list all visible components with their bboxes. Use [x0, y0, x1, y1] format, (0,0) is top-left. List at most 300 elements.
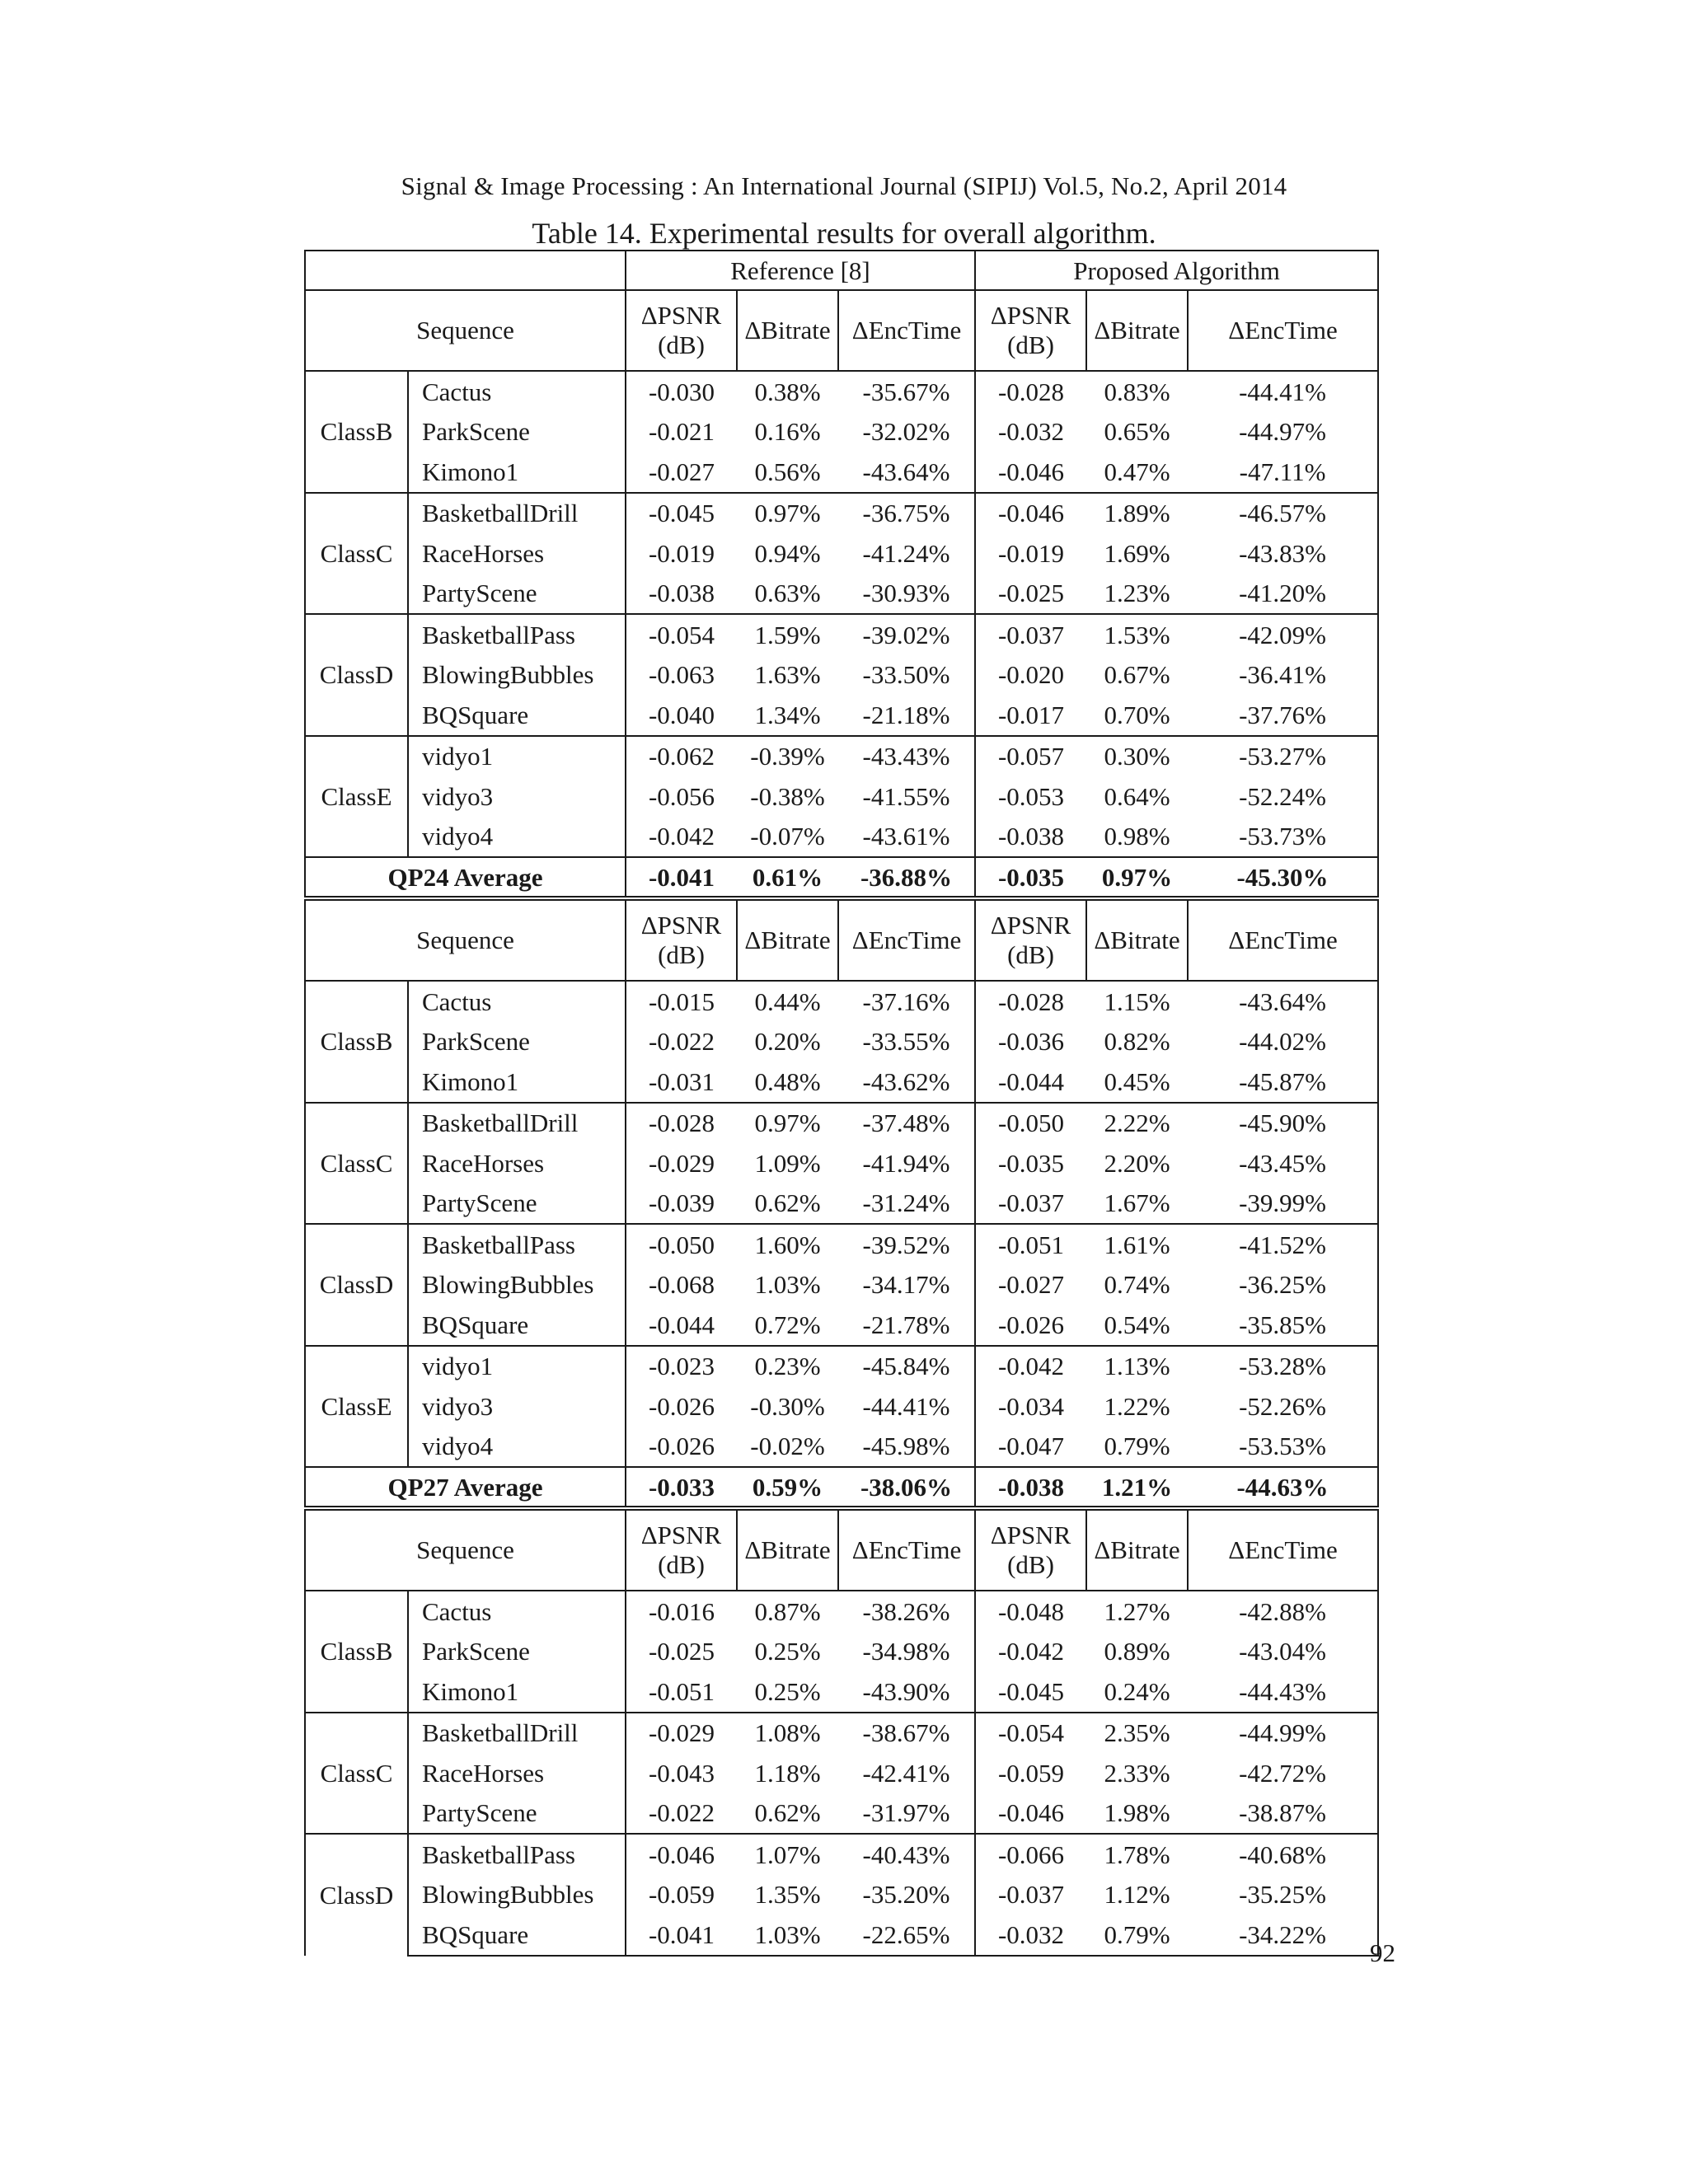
class-label: ClassC [305, 1713, 408, 1835]
average-ref-bitrate-cell: 0.59% [737, 1467, 838, 1508]
ref-psnr-cell: -0.040 [626, 695, 737, 736]
sequence-header: Sequence [305, 290, 626, 371]
prop-psnr-cell: -0.025 [975, 574, 1086, 615]
prop-bitrate-cell: 0.70% [1104, 700, 1170, 729]
ref-bitrate-cell: 1.34% [754, 700, 821, 729]
ref-enctime-cell: -21.78% [838, 1305, 975, 1346]
sequence-name: vidyo3 [408, 776, 626, 817]
reference-enctime-header: ΔEncTime [838, 290, 975, 371]
psnr-header-line2: (dB) [1007, 940, 1054, 969]
ref-bitrate-cell: -0.38% [750, 781, 825, 811]
prop-enctime-cell: -34.22% [1188, 1915, 1378, 1956]
prop-psnr-cell: -0.066 [975, 1834, 1086, 1875]
ref-bitrate-cell: 0.25% [754, 1637, 821, 1666]
table-row [305, 655, 1378, 696]
ref-psnr-cell: -0.022 [626, 1793, 737, 1835]
prop-psnr-cell: -0.046 [975, 452, 1086, 493]
table-row [305, 1305, 1378, 1346]
table-row [305, 493, 1378, 534]
sequence-name: Cactus [408, 1591, 626, 1632]
class-label: ClassC [305, 1103, 408, 1225]
proposed-bitrate-header: ΔBitrate [1086, 898, 1188, 981]
results-table [304, 250, 1379, 1957]
prop-psnr-cell: -0.046 [975, 493, 1086, 534]
column-header-row [305, 1508, 1378, 1591]
prop-enctime-cell: -43.04% [1188, 1632, 1378, 1672]
reference-psnr-header [626, 1508, 737, 1591]
ref-enctime-cell: -41.94% [838, 1143, 975, 1183]
ref-enctime-cell: -22.65% [838, 1915, 975, 1956]
psnr-header-line2: (dB) [658, 1550, 705, 1579]
sequence-name: PartyScene [408, 574, 626, 615]
sequence-name: Cactus [408, 371, 626, 412]
ref-enctime-cell: -31.97% [838, 1793, 975, 1835]
prop-bitrate-cell: 0.24% [1104, 1676, 1170, 1706]
proposed-psnr-header [975, 898, 1086, 981]
prop-enctime-cell: -38.87% [1188, 1793, 1378, 1835]
ref-bitrate-cell: 1.03% [754, 1270, 821, 1300]
reference-psnr-header [626, 898, 737, 981]
sequence-name: vidyo1 [408, 1346, 626, 1387]
sequence-name: vidyo4 [408, 817, 626, 858]
prop-bitrate-cell: 2.35% [1086, 1713, 1188, 1754]
prop-enctime-cell: -42.72% [1188, 1753, 1378, 1793]
table-row [305, 412, 1378, 452]
ref-enctime-cell: -34.98% [838, 1632, 975, 1672]
ref-enctime-cell: -45.84% [838, 1346, 975, 1387]
ref-bitrate-cell: -0.39% [737, 736, 838, 777]
ref-enctime-cell: -40.43% [838, 1834, 975, 1875]
ref-psnr-cell: -0.023 [626, 1346, 737, 1387]
prop-bitrate-cell: 0.54% [1104, 1310, 1170, 1339]
ref-psnr-cell: -0.030 [626, 371, 737, 412]
reference-bitrate-header: ΔBitrate [737, 1508, 838, 1591]
ref-bitrate-cell: 1.18% [754, 1758, 821, 1788]
psnr-header-line1: ΔPSNR [990, 911, 1071, 940]
ref-enctime-cell: -39.02% [838, 614, 975, 655]
prop-psnr-cell: -0.036 [975, 1022, 1086, 1062]
prop-enctime-cell: -45.87% [1188, 1062, 1378, 1103]
ref-psnr-cell: -0.038 [626, 574, 737, 615]
sequence-name: RaceHorses [408, 1143, 626, 1183]
ref-psnr-cell: -0.025 [626, 1632, 737, 1672]
ref-bitrate-cell: 0.62% [754, 1188, 821, 1218]
prop-psnr-cell: -0.057 [975, 736, 1086, 777]
prop-enctime-cell: -53.53% [1188, 1427, 1378, 1468]
psnr-header-line2: (dB) [1007, 1550, 1054, 1579]
prop-enctime-cell: -43.64% [1188, 981, 1378, 1022]
sequence-name: BasketballPass [408, 1224, 626, 1265]
ref-enctime-cell: -43.43% [838, 736, 975, 777]
ref-psnr-cell: -0.021 [626, 412, 737, 452]
prop-bitrate-cell: 1.13% [1086, 1346, 1188, 1387]
prop-enctime-cell: -37.76% [1188, 695, 1378, 736]
sequence-name: BasketballDrill [408, 1713, 626, 1754]
table-row [305, 981, 1378, 1022]
ref-psnr-cell: -0.016 [626, 1591, 737, 1632]
sequence-name: PartyScene [408, 1793, 626, 1835]
ref-psnr-cell: -0.046 [626, 1834, 737, 1875]
proposed-bitrate-header: ΔBitrate [1086, 1508, 1188, 1591]
sequence-name: RaceHorses [408, 1753, 626, 1793]
prop-bitrate-cell: 0.79% [1104, 1432, 1170, 1461]
prop-bitrate-cell: 0.89% [1104, 1637, 1170, 1666]
prop-psnr-cell: -0.026 [975, 1305, 1086, 1346]
table-row [305, 533, 1378, 574]
ref-psnr-cell: -0.043 [626, 1753, 737, 1793]
prop-enctime-cell: -44.41% [1188, 371, 1378, 412]
ref-bitrate-cell: 0.94% [754, 538, 821, 568]
ref-bitrate-cell: 0.87% [754, 1596, 821, 1626]
ref-enctime-cell: -33.55% [838, 1022, 975, 1062]
table-row [305, 1386, 1378, 1427]
prop-bitrate-cell: 1.61% [1086, 1224, 1188, 1265]
prop-psnr-cell: -0.037 [975, 1875, 1086, 1915]
class-label: ClassB [305, 981, 408, 1103]
table-row [305, 1834, 1378, 1875]
ref-enctime-cell: -43.62% [838, 1062, 975, 1103]
prop-bitrate-cell: 1.15% [1104, 987, 1170, 1016]
prop-enctime-cell: -47.11% [1188, 452, 1378, 493]
ref-enctime-cell: -35.67% [838, 371, 975, 412]
prop-psnr-cell: -0.046 [975, 1793, 1086, 1835]
table-row [305, 1713, 1378, 1754]
average-prop-bitrate-cell: 0.97% [1086, 857, 1188, 898]
average-ref-enctime-cell: -36.88% [838, 857, 975, 898]
table-row [305, 1875, 1378, 1915]
ref-bitrate-cell: 0.48% [754, 1066, 821, 1096]
ref-enctime-cell: -31.24% [838, 1183, 975, 1225]
proposed-enctime-header: ΔEncTime [1188, 290, 1378, 371]
prop-enctime-cell: -41.20% [1188, 574, 1378, 615]
ref-enctime-cell: -41.24% [838, 533, 975, 574]
ref-psnr-cell: -0.068 [626, 1265, 737, 1305]
sequence-header: Sequence [305, 898, 626, 981]
prop-psnr-cell: -0.042 [975, 1346, 1086, 1387]
prop-psnr-cell: -0.032 [975, 1915, 1086, 1956]
table-row [305, 695, 1378, 736]
table-row [305, 452, 1378, 493]
prop-enctime-cell: -35.85% [1188, 1305, 1378, 1346]
ref-enctime-cell: -33.50% [838, 655, 975, 696]
sequence-name: BasketballPass [408, 1834, 626, 1875]
prop-psnr-cell: -0.045 [975, 1671, 1086, 1713]
table-row [305, 1793, 1378, 1835]
ref-bitrate-cell: 0.97% [737, 493, 838, 534]
ref-bitrate-cell: 1.63% [754, 660, 821, 690]
prop-psnr-cell: -0.020 [975, 655, 1086, 696]
ref-psnr-cell: -0.059 [626, 1875, 737, 1915]
table-row [305, 1427, 1378, 1468]
class-label: ClassB [305, 1591, 408, 1713]
average-prop-psnr-cell: -0.038 [975, 1467, 1086, 1508]
prop-bitrate-cell: 1.98% [1104, 1798, 1170, 1828]
table-row [305, 1671, 1378, 1713]
ref-psnr-cell: -0.056 [626, 776, 737, 817]
ref-bitrate-cell: -0.07% [750, 822, 825, 851]
prop-psnr-cell: -0.059 [975, 1753, 1086, 1793]
average-label: QP24 Average [305, 857, 626, 898]
group-header-row [305, 251, 1378, 290]
prop-bitrate-cell: 1.78% [1086, 1834, 1188, 1875]
table-row [305, 614, 1378, 655]
table-row [305, 1632, 1378, 1672]
ref-psnr-cell: -0.042 [626, 817, 737, 858]
sequence-name: vidyo3 [408, 1386, 626, 1427]
table-row [305, 371, 1378, 412]
average-row [305, 1467, 1378, 1508]
prop-enctime-cell: -44.99% [1188, 1713, 1378, 1754]
prop-bitrate-cell: 1.69% [1104, 538, 1170, 568]
prop-enctime-cell: -39.99% [1188, 1183, 1378, 1225]
ref-bitrate-cell: 0.25% [754, 1676, 821, 1706]
ref-psnr-cell: -0.029 [626, 1143, 737, 1183]
ref-psnr-cell: -0.051 [626, 1671, 737, 1713]
ref-bitrate-cell: -0.30% [750, 1391, 825, 1421]
prop-enctime-cell: -53.28% [1188, 1346, 1378, 1387]
ref-enctime-cell: -43.61% [838, 817, 975, 858]
reference-group-header: Reference [8] [626, 251, 975, 290]
sequence-name: BlowingBubbles [408, 1265, 626, 1305]
ref-enctime-cell: -38.67% [838, 1713, 975, 1754]
prop-enctime-cell: -52.24% [1188, 776, 1378, 817]
prop-psnr-cell: -0.017 [975, 695, 1086, 736]
blank-corner-cell [305, 251, 626, 290]
ref-psnr-cell: -0.022 [626, 1022, 737, 1062]
table-row [305, 1753, 1378, 1793]
proposed-psnr-header [975, 290, 1086, 371]
ref-bitrate-cell: 1.59% [737, 614, 838, 655]
prop-psnr-cell: -0.050 [975, 1103, 1086, 1144]
ref-enctime-cell: -38.26% [838, 1591, 975, 1632]
prop-enctime-cell: -53.73% [1188, 817, 1378, 858]
prop-bitrate-cell: 0.74% [1104, 1270, 1170, 1300]
prop-enctime-cell: -41.52% [1188, 1224, 1378, 1265]
prop-psnr-cell: -0.028 [975, 981, 1086, 1022]
prop-bitrate-cell: 0.82% [1104, 1027, 1170, 1057]
prop-bitrate-cell: 0.45% [1104, 1066, 1170, 1096]
prop-bitrate-cell: 1.67% [1104, 1188, 1170, 1218]
ref-bitrate-cell: 0.38% [754, 377, 821, 406]
ref-enctime-cell: -21.18% [838, 695, 975, 736]
table-row [305, 1143, 1378, 1183]
psnr-header-line1: ΔPSNR [990, 301, 1071, 330]
prop-enctime-cell: -44.97% [1188, 412, 1378, 452]
average-prop-enctime-cell: -44.63% [1188, 1467, 1378, 1508]
ref-psnr-cell: -0.045 [626, 493, 737, 534]
ref-enctime-cell: -37.16% [838, 981, 975, 1022]
ref-enctime-cell: -41.55% [838, 776, 975, 817]
table-row [305, 1915, 1378, 1956]
psnr-header-line1: ΔPSNR [990, 1521, 1071, 1550]
prop-bitrate-cell: 2.20% [1104, 1148, 1170, 1178]
sequence-name: vidyo4 [408, 1427, 626, 1468]
prop-bitrate-cell: 1.27% [1104, 1596, 1170, 1626]
table-row [305, 1103, 1378, 1144]
prop-psnr-cell: -0.044 [975, 1062, 1086, 1103]
ref-bitrate-cell: 0.20% [754, 1027, 821, 1057]
class-label: ClassB [305, 371, 408, 493]
ref-psnr-cell: -0.027 [626, 452, 737, 493]
prop-enctime-cell: -44.02% [1188, 1022, 1378, 1062]
ref-bitrate-cell: 1.03% [737, 1915, 838, 1956]
running-header: Signal & Image Processing : An International Journal (SIPIJ) Vol.5, No.2, April 2014 [401, 171, 1287, 200]
sequence-name: vidyo1 [408, 736, 626, 777]
prop-psnr-cell: -0.019 [975, 533, 1086, 574]
proposed-group-header: Proposed Algorithm [975, 251, 1378, 290]
prop-enctime-cell: -46.57% [1188, 493, 1378, 534]
psnr-header-line2: (dB) [1007, 330, 1054, 359]
ref-bitrate-cell: 1.60% [737, 1224, 838, 1265]
prop-enctime-cell: -43.83% [1188, 533, 1378, 574]
table-body [305, 251, 1378, 1956]
table-row [305, 1346, 1378, 1387]
prop-psnr-cell: -0.035 [975, 1143, 1086, 1183]
prop-enctime-cell: -36.25% [1188, 1265, 1378, 1305]
ref-enctime-cell: -43.90% [838, 1671, 975, 1713]
ref-bitrate-cell: 1.35% [754, 1880, 821, 1910]
sequence-name: ParkScene [408, 1022, 626, 1062]
sequence-name: BQSquare [408, 1305, 626, 1346]
prop-bitrate-cell: 0.98% [1104, 822, 1170, 851]
ref-bitrate-cell: 0.44% [754, 987, 821, 1016]
prop-bitrate-cell: 0.79% [1086, 1915, 1188, 1956]
table-row [305, 1591, 1378, 1632]
prop-bitrate-cell: 1.89% [1086, 493, 1188, 534]
ref-psnr-cell: -0.031 [626, 1062, 737, 1103]
ref-enctime-cell: -45.98% [838, 1427, 975, 1468]
page-number: 92 [1370, 1938, 1395, 1967]
psnr-header-line1: ΔPSNR [640, 911, 722, 940]
sequence-name: Kimono1 [408, 1062, 626, 1103]
prop-enctime-cell: -45.90% [1188, 1103, 1378, 1144]
proposed-enctime-header: ΔEncTime [1188, 1508, 1378, 1591]
sequence-name: Kimono1 [408, 452, 626, 493]
class-label: ClassE [305, 1346, 408, 1468]
table-row [305, 776, 1378, 817]
ref-enctime-cell: -42.41% [838, 1753, 975, 1793]
average-row [305, 857, 1378, 898]
table-row [305, 574, 1378, 615]
prop-bitrate-cell: 2.22% [1086, 1103, 1188, 1144]
ref-bitrate-cell: 0.56% [754, 457, 821, 486]
ref-bitrate-cell: 1.08% [737, 1713, 838, 1754]
ref-enctime-cell: -35.20% [838, 1875, 975, 1915]
sequence-name: RaceHorses [408, 533, 626, 574]
prop-psnr-cell: -0.047 [975, 1427, 1086, 1468]
sequence-header: Sequence [305, 1508, 626, 1591]
reference-bitrate-header: ΔBitrate [737, 290, 838, 371]
ref-bitrate-cell: -0.02% [750, 1432, 825, 1461]
prop-psnr-cell: -0.034 [975, 1386, 1086, 1427]
ref-psnr-cell: -0.026 [626, 1386, 737, 1427]
ref-enctime-cell: -30.93% [838, 574, 975, 615]
prop-bitrate-cell: 2.33% [1104, 1758, 1170, 1788]
ref-psnr-cell: -0.062 [626, 736, 737, 777]
class-label: ClassD [305, 1834, 408, 1956]
average-ref-psnr-cell: -0.041 [626, 857, 737, 898]
ref-bitrate-cell: 0.62% [754, 1798, 821, 1828]
ref-bitrate-cell: 0.72% [754, 1310, 821, 1339]
ref-enctime-cell: -43.64% [838, 452, 975, 493]
psnr-header-line1: ΔPSNR [640, 301, 722, 330]
reference-enctime-header: ΔEncTime [838, 1508, 975, 1591]
prop-bitrate-cell: 0.67% [1104, 660, 1170, 690]
prop-psnr-cell: -0.027 [975, 1265, 1086, 1305]
prop-psnr-cell: -0.051 [975, 1224, 1086, 1265]
prop-bitrate-cell: 0.30% [1086, 736, 1188, 777]
prop-psnr-cell: -0.037 [975, 1183, 1086, 1225]
proposed-bitrate-header: ΔBitrate [1086, 290, 1188, 371]
ref-psnr-cell: -0.029 [626, 1713, 737, 1754]
psnr-header-line1: ΔPSNR [640, 1521, 722, 1550]
prop-enctime-cell: -36.41% [1188, 655, 1378, 696]
prop-enctime-cell: -35.25% [1188, 1875, 1378, 1915]
table-row [305, 817, 1378, 858]
ref-enctime-cell: -34.17% [838, 1265, 975, 1305]
ref-psnr-cell: -0.054 [626, 614, 737, 655]
prop-enctime-cell: -53.27% [1188, 736, 1378, 777]
class-label: ClassD [305, 614, 408, 736]
class-label: ClassD [305, 1224, 408, 1346]
ref-bitrate-cell: 1.09% [754, 1148, 821, 1178]
class-label: ClassE [305, 736, 408, 858]
ref-enctime-cell: -32.02% [838, 412, 975, 452]
average-ref-psnr-cell: -0.033 [626, 1467, 737, 1508]
ref-enctime-cell: -44.41% [838, 1386, 975, 1427]
ref-bitrate-cell: 0.16% [754, 417, 821, 447]
sequence-name: PartyScene [408, 1183, 626, 1225]
prop-enctime-cell: -43.45% [1188, 1143, 1378, 1183]
prop-bitrate-cell: 0.47% [1104, 457, 1170, 486]
ref-bitrate-cell: 1.07% [737, 1834, 838, 1875]
table-row [305, 1183, 1378, 1225]
sequence-name: Kimono1 [408, 1671, 626, 1713]
table-caption: Table 14. Experimental results for overall algorithm. [532, 217, 1156, 250]
prop-enctime-cell: -44.43% [1188, 1671, 1378, 1713]
ref-bitrate-cell: 0.63% [754, 579, 821, 608]
ref-psnr-cell: -0.063 [626, 655, 737, 696]
prop-enctime-cell: -52.26% [1188, 1386, 1378, 1427]
average-prop-psnr-cell: -0.035 [975, 857, 1086, 898]
prop-psnr-cell: -0.048 [975, 1591, 1086, 1632]
sequence-name: BlowingBubbles [408, 655, 626, 696]
prop-bitrate-cell: 1.22% [1104, 1391, 1170, 1421]
ref-psnr-cell: -0.028 [626, 1103, 737, 1144]
column-header-row [305, 290, 1378, 371]
column-header-row [305, 898, 1378, 981]
ref-enctime-cell: -36.75% [838, 493, 975, 534]
prop-bitrate-cell: 1.23% [1104, 579, 1170, 608]
average-label: QP27 Average [305, 1467, 626, 1508]
sequence-name: ParkScene [408, 1632, 626, 1672]
prop-bitrate-cell: 0.65% [1104, 417, 1170, 447]
ref-psnr-cell: -0.044 [626, 1305, 737, 1346]
sequence-name: BlowingBubbles [408, 1875, 626, 1915]
reference-psnr-header [626, 290, 737, 371]
table-row [305, 1062, 1378, 1103]
proposed-psnr-header [975, 1508, 1086, 1591]
prop-bitrate-cell: 0.64% [1104, 781, 1170, 811]
ref-bitrate-cell: 0.23% [737, 1346, 838, 1387]
table-row [305, 736, 1378, 777]
average-ref-enctime-cell: -38.06% [838, 1467, 975, 1508]
prop-psnr-cell: -0.037 [975, 614, 1086, 655]
prop-psnr-cell: -0.053 [975, 776, 1086, 817]
ref-psnr-cell: -0.019 [626, 533, 737, 574]
proposed-enctime-header: ΔEncTime [1188, 898, 1378, 981]
table-row [305, 1265, 1378, 1305]
